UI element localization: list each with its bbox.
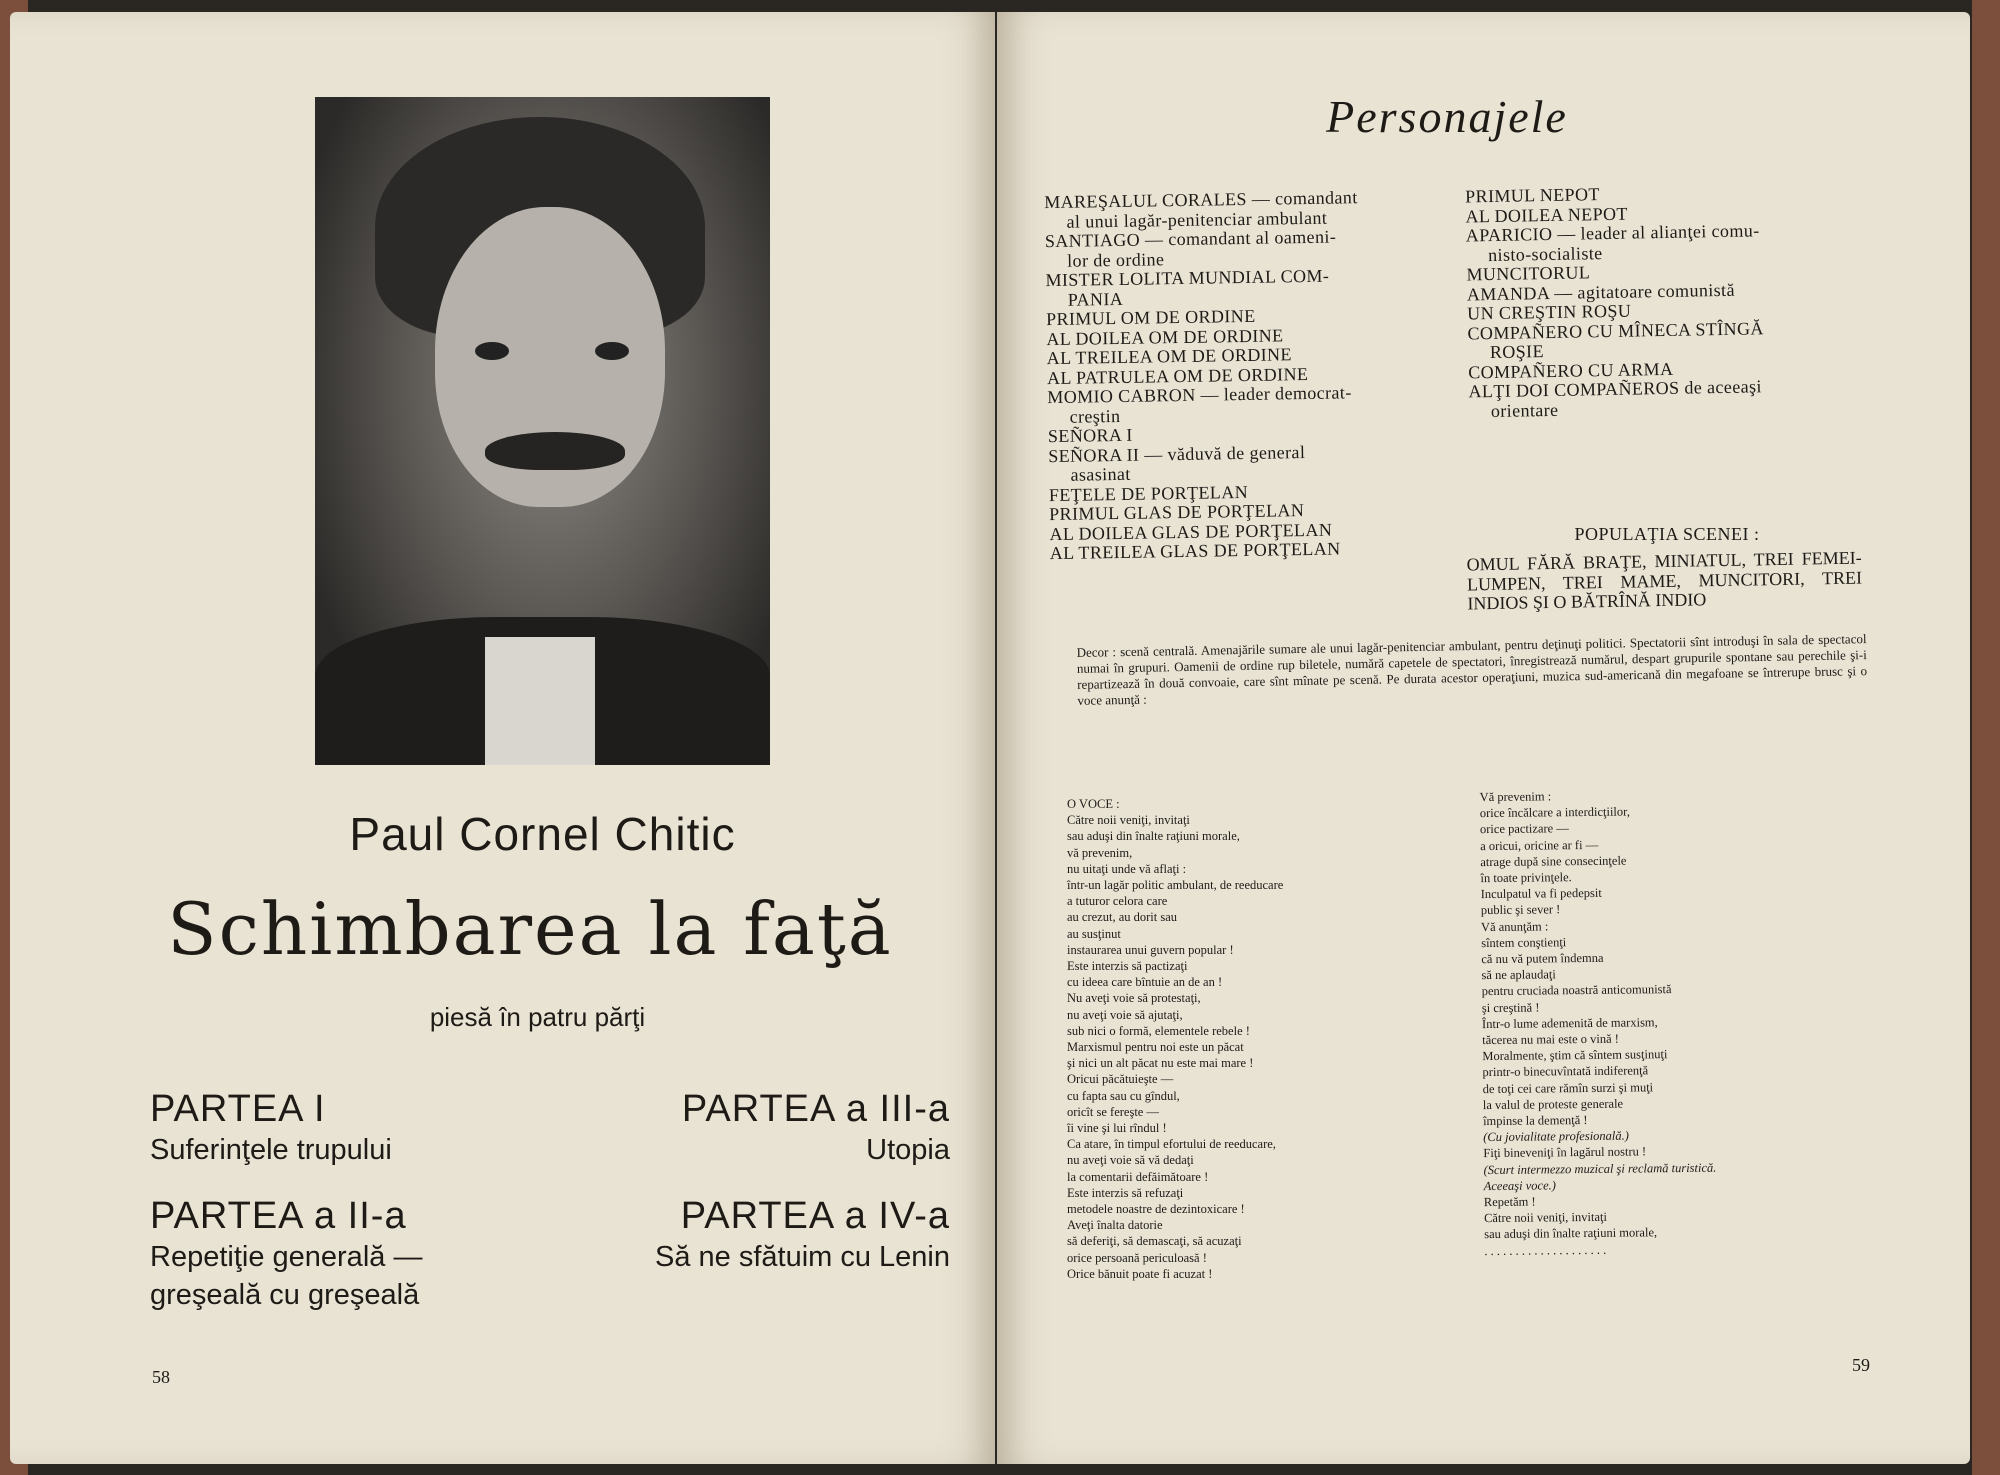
- text-line: sîntem conştienţi: [1481, 935, 1567, 950]
- text-line: COMPAÑERO CU ARMA: [1468, 358, 1674, 382]
- text-line: vă prevenim,: [1067, 845, 1133, 860]
- part-two: [150, 1194, 510, 1314]
- text-line: sau aduşi din înalte raţiuni morale,: [1484, 1225, 1658, 1242]
- text-line: Către noii veniţi, invitaţi: [1483, 1210, 1608, 1226]
- text-line: Este interzis să pactizaţi: [1067, 959, 1188, 974]
- text-line: asasinat: [1070, 463, 1131, 485]
- text-line: Marxismul pentru noi este un păcat: [1067, 1040, 1244, 1055]
- text-line: atrage după sine consecinţele: [1480, 853, 1627, 869]
- text-line: tăcerea nu mai este o vină !: [1482, 1031, 1619, 1048]
- text-line: şi creştină !: [1481, 1000, 1540, 1015]
- text-line: orice încălcare a interdicţiilor,: [1479, 804, 1630, 821]
- part-heading: PARTEA I: [150, 1088, 326, 1130]
- characters-heading: Personajele: [1326, 91, 1568, 142]
- text-line: că nu vă putem îndemna: [1481, 950, 1604, 967]
- text-line: AL DOILEA GLAS DE PORŢELAN: [1049, 519, 1333, 544]
- part-heading: PARTEA a IV-a: [680, 1195, 950, 1237]
- text-line: a tuturor celora care: [1067, 894, 1168, 909]
- text-line: AL DOILEA NEPOT: [1465, 203, 1628, 226]
- text-line: a oricui, oricine ar fi —: [1480, 837, 1599, 853]
- portrait-eye-left: [475, 342, 509, 360]
- verse-column-1: [1067, 796, 1447, 1282]
- text-line: Aveţi înalta datorie: [1067, 1218, 1163, 1233]
- text-line: APARICIO — leader al alianţei comu-: [1465, 220, 1760, 246]
- text-line: FEŢELE DE PORŢELAN: [1048, 481, 1249, 505]
- author-name: Paul Cornel Chitic: [349, 808, 736, 860]
- text-line: SANTIAGO — comandant al oameni-: [1044, 226, 1337, 252]
- text-line: nu aveţi voie să vă dedaţi: [1067, 1153, 1194, 1168]
- play-title: Schimbarea la faţă: [167, 887, 893, 971]
- text-line: Repetăm !: [1483, 1194, 1536, 1210]
- text-line: nu uitaţi unde vă aflaţi :: [1067, 861, 1187, 876]
- population-text: OMUL FĂRĂ BRAŢE, MINIATUL, TREI FEMEI-LUMPEN, TREI MAME, MUNCITORI, TREI INDIOS ŞI O BĂTRÎNĂ INDIO: [1466, 547, 1863, 614]
- text-line: lor de ordine: [1067, 248, 1165, 271]
- text-line: cu fapta sau cu gîndul,: [1067, 1088, 1180, 1103]
- text-line: orientare: [1490, 399, 1559, 421]
- text-line: Fiţi bineveniţi în lagărul nostru !: [1483, 1144, 1647, 1161]
- text-line: AMANDA — agitatoare comunistă: [1466, 279, 1736, 304]
- text-line: Inculpatul va fi pedepsit: [1480, 886, 1602, 902]
- text-line: oricît se fereşte —: [1067, 1104, 1159, 1119]
- text-line: MISTER LOLITA MUNDIAL COM-: [1045, 265, 1330, 291]
- part-one: [150, 1087, 510, 1169]
- text-line: şi nici un alt păcat nu este mai mare !: [1067, 1056, 1254, 1071]
- text-line: creştin: [1069, 405, 1121, 427]
- portrait-moustache: [485, 432, 625, 470]
- portrait-shirt: [485, 637, 595, 765]
- text-line: O VOCE :: [1067, 797, 1120, 811]
- page-number-right: 59: [1852, 1355, 1870, 1375]
- text-line: Aceeaşi voce.): [1483, 1178, 1556, 1193]
- text-line: SEÑORA II — văduvă de general: [1048, 441, 1306, 466]
- text-line: Oricui păcătuieşte —: [1067, 1072, 1174, 1087]
- text-line: să ne aplaudaţi: [1481, 967, 1556, 983]
- text-line: Vă prevenim :: [1479, 789, 1552, 805]
- text-line: ROŞIE: [1489, 341, 1545, 363]
- text-line: Moralmente, ştim că sîntem susţinuţi: [1482, 1047, 1668, 1064]
- text-line: ALŢI DOI COMPAÑEROS de aceeaşi: [1468, 376, 1762, 402]
- text-line: PRIMUL NEPOT: [1464, 184, 1600, 207]
- left-page: [10, 12, 995, 1464]
- text-line: UN CREŞTIN ROŞU: [1467, 300, 1632, 324]
- text-line: sub nici o formă, elementele rebele !: [1067, 1023, 1250, 1038]
- text-line: al unui lagăr-penitenciar ambulant: [1066, 207, 1328, 232]
- text-line: în toate privinţele.: [1480, 870, 1572, 886]
- part-description: Utopia: [866, 1134, 950, 1166]
- text-line: Vă anunţăm :: [1480, 919, 1549, 934]
- text-line: PRIMUL GLAS DE PORŢELAN: [1048, 500, 1305, 525]
- cast-list-column-2: [1465, 181, 1864, 422]
- text-line: la comentarii defăimătoare !: [1067, 1169, 1209, 1184]
- text-line: MUNCITORUL: [1466, 262, 1591, 285]
- text-line: Este interzis să refuzaţi: [1067, 1185, 1184, 1200]
- text-line: PRIMUL OM DE ORDINE: [1045, 305, 1256, 330]
- part-heading: PARTEA a II-a: [150, 1195, 407, 1237]
- text-line: PANIA: [1067, 288, 1124, 310]
- right-page: [997, 12, 1970, 1464]
- cast-list-column-1: [1044, 187, 1445, 564]
- text-line: la valul de proteste generale: [1482, 1096, 1624, 1112]
- part-four: [590, 1194, 950, 1276]
- text-line: AL PATRULEA OM DE ORDINE: [1046, 363, 1309, 388]
- text-line: Orice bănuit poate fi acuzat !: [1067, 1266, 1213, 1281]
- text-line: cu ideea care bîntuie an de an !: [1067, 975, 1223, 990]
- book-edge-right: [1972, 0, 2000, 1475]
- text-line: într-un lagăr politic ambulant, de reeducare: [1067, 878, 1284, 893]
- text-line: (Cu jovialitate profesională.): [1483, 1128, 1629, 1145]
- text-line: Ca atare, în timpul efortului de reeducare,: [1067, 1137, 1276, 1152]
- text-line: îi vine şi lui rîndul !: [1067, 1121, 1167, 1136]
- text-line: instaurarea unui guvern popular !: [1067, 942, 1234, 957]
- part-three: [590, 1087, 950, 1169]
- text-line: orice pactizare —: [1479, 821, 1569, 837]
- text-line: AL DOILEA OM DE ORDINE: [1046, 324, 1284, 349]
- text-line: Către noii veniţi, invitaţi: [1067, 813, 1190, 828]
- text-line: COMPAÑERO CU MÎNECA STÎNGĂ: [1467, 317, 1764, 343]
- play-subtitle: piesă în patru părţi: [429, 1002, 646, 1032]
- part-description: Să ne sfătuim cu Lenin: [654, 1241, 950, 1273]
- text-line: nu aveţi voie să ajutaţi,: [1067, 1007, 1183, 1022]
- text-line: au crezut, au dorit sau: [1067, 910, 1178, 925]
- text-line: nisto-socialiste: [1487, 242, 1603, 265]
- text-line: orice persoană periculoasă !: [1067, 1250, 1207, 1265]
- text-line: AL TREILEA GLAS DE PORŢELAN: [1049, 538, 1341, 564]
- part-heading: PARTEA a III-a: [681, 1088, 950, 1130]
- population-heading: POPULAŢIA SCENEI :: [1574, 524, 1760, 544]
- verse-column-2: [1480, 785, 1885, 1259]
- page-number-left: 58: [152, 1367, 170, 1387]
- text-line: Nu aveţi voie să protestaţi,: [1067, 991, 1201, 1006]
- text-line: metodele noastre de dezintoxicare !: [1067, 1202, 1245, 1217]
- text-line: public şi sever !: [1480, 902, 1561, 918]
- text-line: SEÑORA I: [1047, 424, 1133, 447]
- text-line: MAREŞALUL CORALES — comandant: [1044, 187, 1358, 213]
- text-line: împinse la demenţă !: [1482, 1113, 1588, 1129]
- text-line: Într-o lume ademenită de marxism,: [1481, 1015, 1658, 1031]
- part-description: Suferinţele trupului: [150, 1134, 392, 1166]
- author-portrait-photo: [315, 97, 770, 765]
- text-line: MOMIO CABRON — leader democrat-: [1047, 382, 1352, 408]
- decor-paragraph: Decor : scenă centrală. Amenajările sumare ale unui lagăr-penitenciar ambulant, pentru deţinuţi politici. Spectatorii sînt introduşi în sala de spectacol numai în grupuri. Oamenii de ordine rup biletele, numără capetele de spectatori, înregistrează numărul, despart grupurile spontane sau perechile şi-i repartizează în două convoaie, care sînt mînate pe scenă. Pe durata acestor operaţiuni, muzica sud-americană din megafoane se întrerupe brusc şi o voce anunţă :: [1076, 631, 1868, 708]
- text-line: de toţi cei care rămîn surzi şi muţi: [1482, 1079, 1654, 1096]
- text-line: să deferiţi, să demascaţi, să acuzaţi: [1067, 1234, 1242, 1249]
- part-description: Repetiţie generală — greşeală cu greşeală: [150, 1241, 423, 1311]
- text-line: printr-o binecuvîntată indiferenţă: [1482, 1063, 1649, 1080]
- text-line: au susţinut: [1067, 926, 1121, 941]
- portrait-eye-right: [595, 342, 629, 360]
- text-line: sau aduşi din înalte raţiuni morale,: [1067, 829, 1240, 844]
- text-line: . . . . . . . . . . . . . . . . . . . .: [1484, 1242, 1607, 1258]
- text-line: (Scurt intermezzo muzical şi reclamă turistică.: [1483, 1160, 1717, 1177]
- text-line: AL TREILEA OM DE ORDINE: [1046, 344, 1293, 369]
- text-line: pentru cruciada noastră anticomunistă: [1481, 982, 1672, 999]
